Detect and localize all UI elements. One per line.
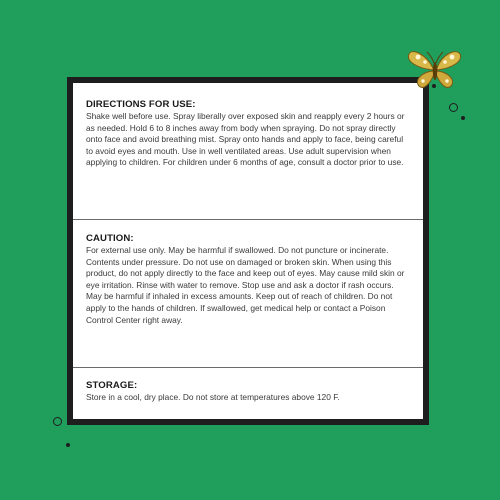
- caution-text: For external use only. May be harmful if swallowed. Do not puncture or incinerate. Contents under pressure. Do not use on damaged or broken skin. When using this product, do not apply directly to the face and keep out of eyes. May cause mild skin or eye irritation. Rinse with water to remove. Stop use and ask a doctor if rash occurs. May be harmful if inhaled in excess amounts. Keep out of reach of children. Do not apply to the hands of children. If swallowed, get medical help or contact a Poison Control Center right away.: [86, 245, 405, 325]
- storage-heading: STORAGE:: [86, 380, 138, 391]
- label-panel: [67, 77, 429, 425]
- storage-section: [73, 380, 423, 420]
- section-divider: [73, 367, 423, 368]
- decorative-dot: [53, 417, 62, 426]
- decorative-dot: [449, 103, 458, 112]
- directions-heading: DIRECTIONS FOR USE:: [86, 99, 196, 110]
- caution-heading: CAUTION:: [86, 233, 134, 244]
- section-divider: [73, 219, 423, 220]
- decorative-dot: [66, 443, 70, 447]
- directions-section: [73, 99, 423, 216]
- decorative-dot: [432, 84, 436, 88]
- decorative-dot: [461, 116, 465, 120]
- directions-text: Shake well before use. Spray liberally over exposed skin and reapply every 2 hours or as needed. Hold 6 to 8 inches away from body when spraying. Do not spray directly onto face and avoid breathing mist. Spray onto hands and apply to face, being careful to avoid eyes and mouth. Use in well ventilated areas. Use adult supervision when applying to children. For children under 6 months of age, consult a doctor prior to use.: [86, 111, 405, 168]
- storage-text: Store in a cool, dry place. Do not store at temperatures above 120 F.: [86, 392, 340, 402]
- caution-section: [73, 233, 423, 351]
